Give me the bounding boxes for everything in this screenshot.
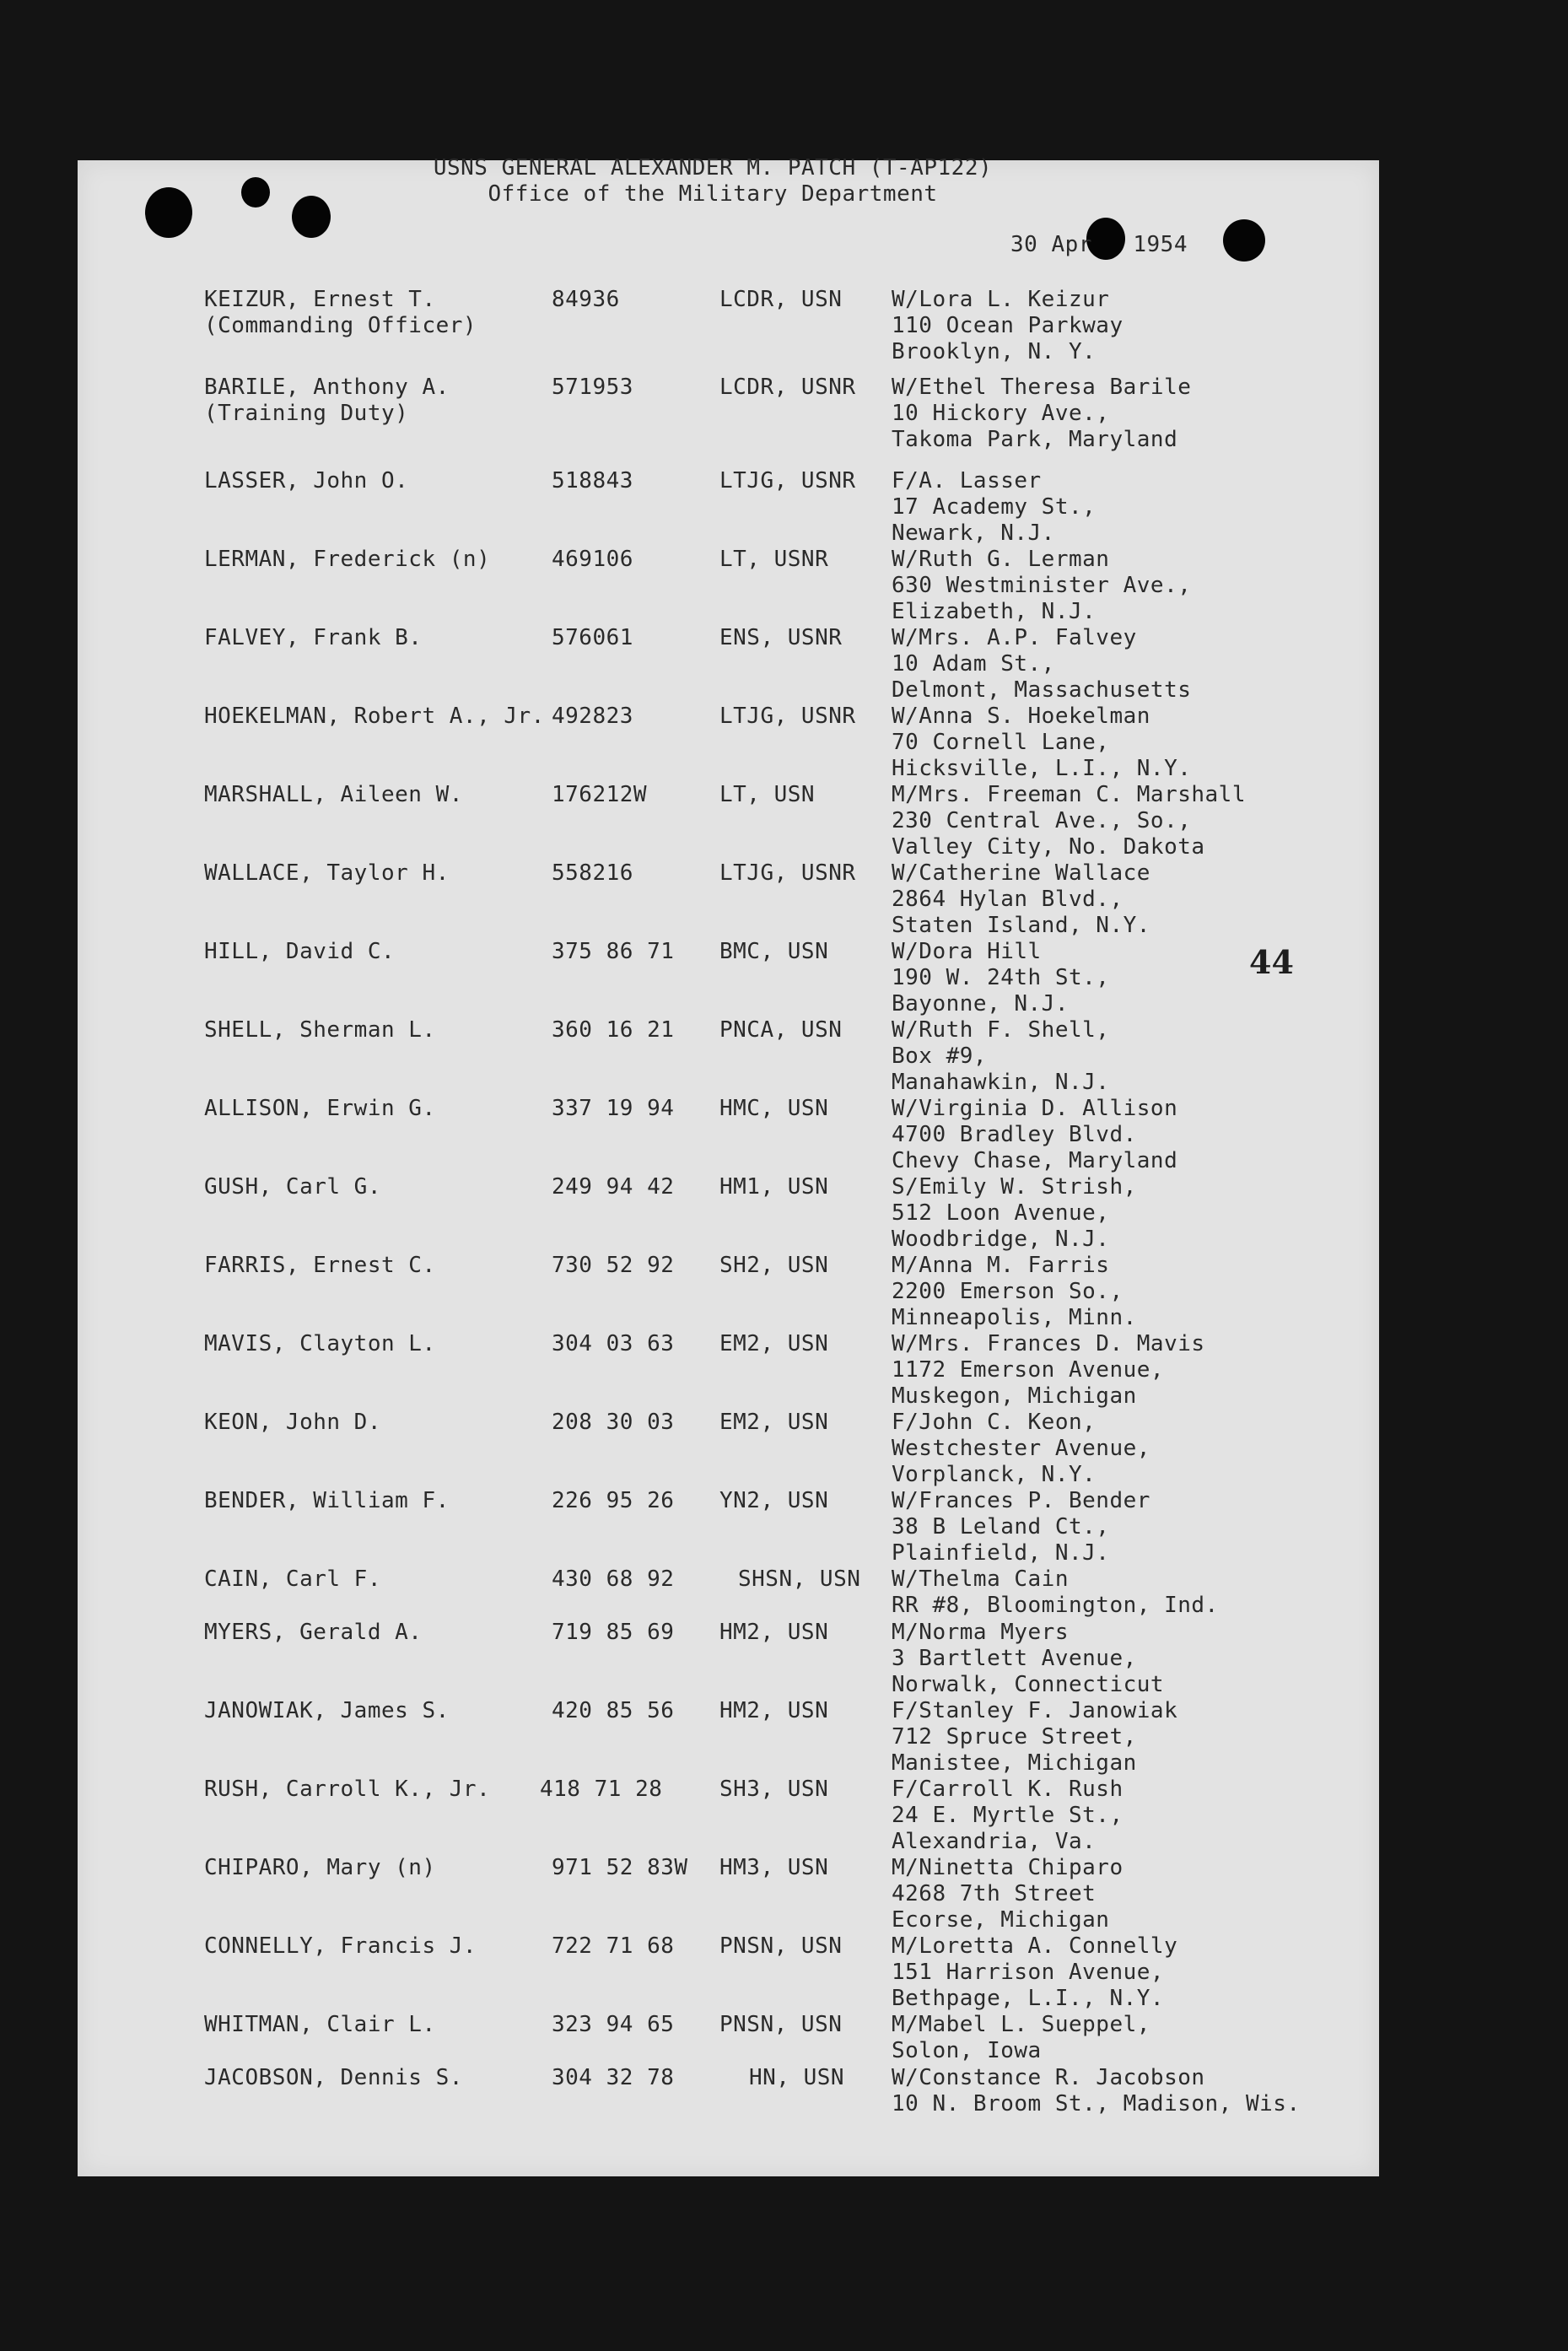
entry-name [204,1698,450,1724]
entry-address-line: W/Ruth F. Shell, [892,1017,1110,1043]
entry-address-line: 10 N. Broom St., Madison, Wis. [892,2091,1301,2116]
entry-service-number: 430 68 92 [552,1566,675,1592]
entry-address-line: Box #9, [892,1043,988,1069]
entry-address-line: Alexandria, Va. [892,1829,1097,1854]
entry-address-line: M/Norma Myers [892,1620,1069,1645]
entry-service-number: 375 86 71 [552,939,675,964]
entry-service-number: 323 94 65 [552,2012,675,2037]
entry-rank: BMC, USN [719,939,829,964]
entry-address-line: 512 Loon Avenue, [892,1200,1110,1226]
entry-address [892,625,1191,704]
entry-address-line: 2864 Hylan Blvd., [892,887,1123,912]
personnel-entry [0,2065,1568,2149]
personnel-entry [0,1253,1568,1337]
entry-name [204,375,450,427]
entry-service-number: 971 52 83W [552,1855,688,1880]
entry-address-line: F/Stanley F. Janowiak [892,1698,1178,1723]
entry-address-line: 151 Harrison Avenue, [892,1960,1165,1985]
entry-service-number: 730 52 92 [552,1253,675,1278]
personnel-entry [0,1933,1568,2018]
entry-address-line: Newark, N.J. [892,520,1055,546]
entry-name-line: LASSER, John O. [204,468,409,493]
entry-address-line: W/Anna S. Hoekelman [892,704,1150,729]
personnel-entry [0,860,1568,945]
punch-hole [145,187,192,238]
entry-rank: LTJG, USNR [719,860,856,886]
personnel-entry [0,782,1568,866]
entry-service-number: 576061 [552,625,633,650]
entry-address-line: 230 Central Ave., So., [892,808,1192,833]
entry-rank: PNCA, USN [719,1017,843,1043]
entry-address [892,2065,1301,2117]
entry-address-line: Manistee, Michigan [892,1750,1137,1776]
entry-service-number: 492823 [552,704,633,729]
personnel-entry [0,1331,1568,1415]
entry-name-line: BENDER, William F. [204,1488,450,1513]
entry-rank: LCDR, USNR [719,375,856,400]
entry-service-number: 226 95 26 [552,1488,675,1513]
entry-service-number: 719 85 69 [552,1620,675,1645]
entry-address-line: Brooklyn, N. Y. [892,339,1097,364]
entry-address-line: 24 E. Myrtle St., [892,1803,1123,1828]
personnel-entry [0,1855,1568,1939]
entry-name-line: MARSHALL, Aileen W. [204,782,463,807]
entry-name [204,1253,436,1279]
entry-address-line: W/Constance R. Jacobson [892,2065,1205,2090]
personnel-entry [0,547,1568,631]
entry-rank: HM2, USN [719,1698,829,1723]
entry-name-line: GUSH, Carl G. [204,1174,381,1200]
entry-address-line: Staten Island, N.Y. [892,913,1150,938]
entry-address-line: Westchester Avenue, [892,1436,1150,1461]
entry-address-line: Delmont, Massachusetts [892,677,1192,703]
entry-name [204,1777,490,1803]
entry-name-line: JACOBSON, Dennis S. [204,2065,463,2090]
entry-name [204,1620,422,1646]
entry-service-number: 304 32 78 [552,2065,675,2090]
entry-address-line: Takoma Park, Maryland [892,427,1178,452]
entry-name-line: HOEKELMAN, Robert A., Jr. [204,704,545,729]
entry-address-line: Norwalk, Connecticut [892,1672,1165,1697]
entry-rank: LTJG, USNR [719,704,856,729]
punch-hole [1223,219,1265,262]
entry-address-line: Woodbridge, N.J. [892,1227,1110,1252]
entry-address-line: Muskegon, Michigan [892,1383,1137,1409]
entry-address [892,1566,1219,1619]
entry-address-line: W/Thelma Cain [892,1566,1069,1592]
entry-address-line: W/Frances P. Bender [892,1488,1150,1513]
entry-rank: LT, USN [719,782,816,807]
entry-address-line: Minneapolis, Minn. [892,1305,1137,1330]
entry-service-number: 337 19 94 [552,1096,675,1121]
entry-name [204,1174,381,1200]
entry-address-line: 630 Westminister Ave., [892,573,1192,598]
entry-address-line: Solon, Iowa [892,2038,1042,2063]
entry-service-number: 176212W [552,782,648,807]
entry-address [892,1488,1150,1566]
entry-address-line: W/Ruth G. Lerman [892,547,1110,572]
entry-address [892,1017,1109,1096]
entry-address-line: 110 Ocean Parkway [892,313,1123,338]
entry-service-number: 518843 [552,468,633,493]
entry-name [204,1488,450,1514]
personnel-entry [0,1096,1568,1180]
entry-name-line: BARILE, Anthony A. [204,375,450,400]
personnel-entry [0,1017,1568,1102]
entry-address-line: W/Dora Hill [892,939,1042,964]
entry-address [892,860,1150,939]
entry-address-line: 17 Academy St., [892,494,1097,520]
entry-address-line: 4700 Bradley Blvd. [892,1122,1137,1147]
personnel-entry [0,375,1568,459]
entry-name-line: KEON, John D. [204,1410,381,1435]
entry-name [204,625,422,651]
entry-address [892,1410,1150,1488]
entry-address [892,1174,1137,1253]
entry-address-line: Valley City, No. Dakota [892,834,1205,860]
entry-rank: SH3, USN [719,1777,829,1802]
entry-name-line: JANOWIAK, James S. [204,1698,450,1723]
entry-service-number: 84936 [552,287,620,312]
personnel-entry [0,1410,1568,1494]
entry-name-line: FARRIS, Ernest C. [204,1253,436,1278]
personnel-entry [0,1698,1568,1782]
entry-address-line: 3 Bartlett Avenue, [892,1646,1137,1671]
entry-address-line: M/Anna M. Farris [892,1253,1110,1278]
entry-name [204,2012,436,2038]
entry-rank: HM1, USN [719,1174,829,1200]
entry-address-line: M/Mrs. Freeman C. Marshall [892,782,1246,807]
personnel-entry [0,1777,1568,1861]
entry-address-line: W/Mrs. A.P. Falvey [892,625,1137,650]
entry-name-line: LERMAN, Frederick (n) [204,547,491,572]
personnel-entry [0,1620,1568,1704]
entry-address-line: Vorplanck, N.Y. [892,1462,1097,1487]
entry-address [892,939,1109,1017]
personnel-entry [0,468,1568,553]
entry-name-line: CONNELLY, Francis J. [204,1933,477,1959]
entry-name [204,860,450,887]
entry-rank: HMC, USN [719,1096,829,1121]
entry-address-line: W/Virginia D. Allison [892,1096,1178,1121]
document-date: 30 Apr 1954 [1010,232,1188,257]
entry-address [892,547,1191,625]
personnel-entry [0,1174,1568,1259]
header-ship-name: USNS GENERAL ALEXANDER M. PATCH (T-AP122) [433,155,993,181]
entry-address-line: W/Mrs. Frances D. Mavis [892,1331,1205,1356]
personnel-entry [0,704,1568,788]
entry-name-line: RUSH, Carroll K., Jr. [204,1777,491,1802]
entry-address-line: Manahawkin, N.J. [892,1070,1110,1095]
entry-address [892,704,1191,782]
entry-service-number: 558216 [552,860,633,886]
entry-name-line: WHITMAN, Clair L. [204,2012,436,2037]
entry-address [892,782,1246,860]
entry-name-line: FALVEY, Frank B. [204,625,423,650]
entry-address-line: W/Ethel Theresa Barile [892,375,1192,400]
entry-address-line: 38 B Leland Ct., [892,1514,1110,1539]
entry-address-line: Chevy Chase, Maryland [892,1148,1178,1173]
entry-address-line: F/A. Lasser [892,468,1042,493]
entry-rank: HM3, USN [719,1855,829,1880]
entry-address [892,468,1096,547]
entry-rank: SH2, USN [719,1253,829,1278]
entry-rank: HM2, USN [719,1620,829,1645]
entry-address-line: RR #8, Bloomington, Ind. [892,1593,1219,1618]
entry-address [892,1253,1137,1331]
entry-address-line: 70 Cornell Lane, [892,730,1110,755]
entry-name [204,939,395,965]
entry-name [204,1096,436,1122]
personnel-entry [0,625,1568,709]
entry-address-line: 1172 Emerson Avenue, [892,1357,1165,1383]
entry-name [204,704,545,730]
entry-address-line: 4268 7th Street [892,1881,1097,1906]
personnel-entry [0,287,1568,371]
entry-name [204,1017,436,1043]
entry-rank: LT, USNR [719,547,829,572]
entry-address-line: Elizabeth, N.J. [892,599,1097,624]
entry-service-number: 208 30 03 [552,1410,675,1435]
entry-name-line: (Commanding Officer) [204,313,477,338]
entry-address-line: M/Mabel L. Sueppel, [892,2012,1150,2037]
entry-name-line: ALLISON, Erwin G. [204,1096,436,1121]
entry-address-line: W/Lora L. Keizur [892,287,1110,312]
entry-address-line: 190 W. 24th St., [892,965,1110,990]
entry-service-number: 722 71 68 [552,1933,675,1959]
entry-name [204,1855,436,1881]
entry-address [892,1933,1177,2012]
entry-name [204,2065,463,2091]
entry-address [892,375,1191,453]
entry-name-line: MYERS, Gerald A. [204,1620,423,1645]
entry-name-line: CHIPARO, Mary (n) [204,1855,436,1880]
entry-address-line: 712 Spruce Street, [892,1724,1137,1750]
personnel-entry [0,1488,1568,1572]
entry-address-line: F/John C. Keon, [892,1410,1097,1435]
entry-address-line: Ecorse, Michigan [892,1907,1110,1933]
entry-address-line: M/Loretta A. Connelly [892,1933,1178,1959]
entry-name [204,1410,381,1436]
entry-address [892,1698,1177,1777]
entry-address-line: 10 Hickory Ave., [892,401,1110,426]
entry-service-number: 360 16 21 [552,1017,675,1043]
entry-service-number: 469106 [552,547,633,572]
entry-address-line: Bayonne, N.J. [892,991,1069,1016]
personnel-entry [0,939,1568,1023]
entry-service-number: 249 94 42 [552,1174,675,1200]
entry-rank: LTJG, USNR [719,468,856,493]
entry-name-line: CAIN, Carl F. [204,1566,381,1592]
entry-rank: ENS, USNR [719,625,843,650]
entry-address-line: S/Emily W. Strish, [892,1174,1137,1200]
entry-rank: EM2, USN [719,1331,829,1356]
entry-address-line: M/Ninetta Chiparo [892,1855,1123,1880]
entry-service-number: 571953 [552,375,633,400]
entry-address-line: Bethpage, L.I., N.Y. [892,1986,1165,2011]
entry-rank: HN, USN [749,2065,845,2090]
entry-address [892,1096,1177,1174]
entry-rank: EM2, USN [719,1410,829,1435]
entry-name [204,547,490,573]
entry-address [892,1620,1164,1698]
entry-address-line: 10 Adam St., [892,651,1055,677]
entry-rank: PNSN, USN [719,2012,843,2037]
entry-name [204,287,477,339]
entry-name [204,782,463,808]
entry-name [204,1566,381,1593]
punch-hole [292,196,331,238]
entry-name-line: HILL, David C. [204,939,396,964]
page-number: 44 [1249,943,1294,981]
entry-address-line: Plainfield, N.J. [892,1540,1110,1566]
header-office: Office of the Military Department [488,181,938,207]
entry-name-line: MAVIS, Clayton L. [204,1331,436,1356]
entry-address-line: F/Carroll K. Rush [892,1777,1123,1802]
entry-name [204,1933,477,1960]
entry-address-line: Hicksville, L.I., N.Y. [892,756,1192,781]
entry-address [892,1855,1123,1933]
entry-address [892,2012,1150,2064]
entry-rank: SHSN, USN [738,1566,861,1592]
entry-address [892,1331,1205,1410]
entry-rank: YN2, USN [719,1488,829,1513]
entry-address [892,287,1123,365]
entry-rank: LCDR, USN [719,287,843,312]
entry-name [204,468,408,494]
entry-service-number: 418 71 28 [540,1777,663,1802]
entry-address [892,1777,1123,1855]
punch-hole [241,177,270,208]
entry-address-line: W/Catherine Wallace [892,860,1150,886]
entry-name-line: SHELL, Sherman L. [204,1017,436,1043]
entry-name-line: KEIZUR, Ernest T. [204,287,436,312]
entry-name [204,1331,436,1357]
entry-name-line: (Training Duty) [204,401,409,426]
entry-rank: PNSN, USN [719,1933,843,1959]
entry-address-line: 2200 Emerson So., [892,1279,1123,1304]
entry-service-number: 304 03 63 [552,1331,675,1356]
entry-name-line: WALLACE, Taylor H. [204,860,450,886]
entry-service-number: 420 85 56 [552,1698,675,1723]
